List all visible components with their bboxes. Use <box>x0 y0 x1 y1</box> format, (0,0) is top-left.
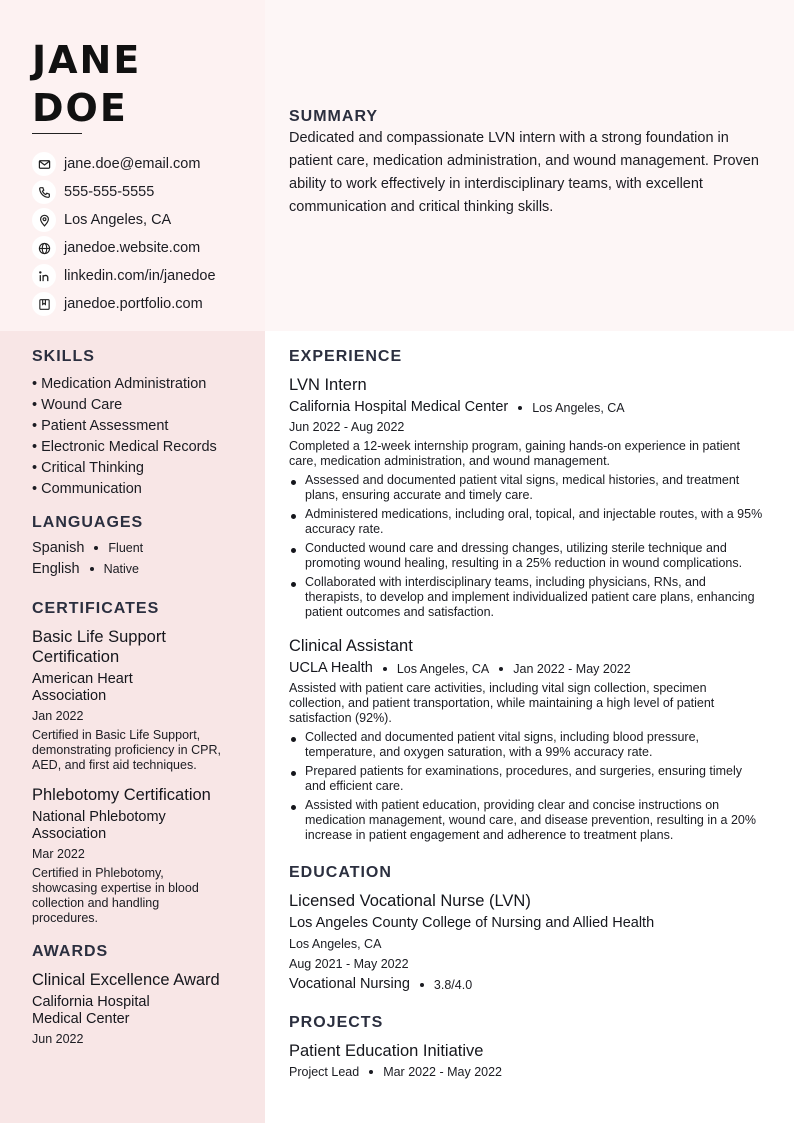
language-name: English <box>32 561 80 577</box>
award-date: Jun 2022 <box>32 1032 84 1046</box>
candidate-name <box>32 36 141 132</box>
contact-portfolio-text: janedoe.portfolio.com <box>64 296 203 312</box>
achievement-item: Prepared patients for examinations, procedures, and surgeries, ensuring timely and efficient care. <box>289 764 764 794</box>
portfolio-icon <box>32 292 56 316</box>
award-name: Clinical Excellence Award <box>32 971 220 989</box>
languages-heading: LANGUAGES <box>32 514 144 531</box>
job-employer: California Hospital Medical Center <box>289 399 509 415</box>
job-achievements <box>289 730 764 847</box>
contact-email[interactable] <box>32 150 216 178</box>
achievement-item: Collected and documented patient vital signs, including blood pressure, temperature, and oxygen saturation, with a 99% accuracy rate. <box>289 730 764 760</box>
contact-linkedin-text: linkedin.com/in/janedoe <box>64 268 216 284</box>
separator-dot <box>90 567 94 571</box>
job-meta <box>289 399 625 416</box>
phone-icon <box>32 180 56 204</box>
linkedin-icon <box>32 264 56 288</box>
separator-dot <box>369 1070 373 1074</box>
separator-dot <box>518 406 522 410</box>
job-dates: Jun 2022 - Aug 2022 <box>289 420 405 434</box>
education-dates: Aug 2021 - May 2022 <box>289 957 409 971</box>
job-location: Los Angeles, CA <box>532 400 625 415</box>
job-dates: Jan 2022 - May 2022 <box>513 661 631 676</box>
certificate-date: Jan 2022 <box>32 709 84 723</box>
certificate-issuer: American Heart Association <box>32 671 133 704</box>
skill-item: • Critical Thinking <box>32 460 144 476</box>
award-issuer: California Hospital Medical Center <box>32 994 150 1027</box>
contact-website[interactable] <box>32 234 216 262</box>
degree: Licensed Vocational Nurse (LVN) <box>289 892 531 910</box>
certificate-description: Certified in Basic Life Support, demonstrating proficiency in CPR, AED, and first aid techniques. <box>32 728 221 772</box>
job-employer: UCLA Health <box>289 660 373 676</box>
awards-heading: AWARDS <box>32 943 109 960</box>
project-name: Patient Education Initiative <box>289 1042 484 1060</box>
language-item <box>32 561 139 577</box>
certificate-issuer: National Phlebotomy Association <box>32 809 166 842</box>
contact-portfolio[interactable] <box>32 290 216 318</box>
contact-phone[interactable] <box>32 178 216 206</box>
achievement-item: Conducted wound care and dressing changes, utilizing sterile technique and promoting wound healing, resulting in a 25% reduction in wound complications. <box>289 541 764 571</box>
skills-heading: SKILLS <box>32 348 95 365</box>
skill-item: • Wound Care <box>32 397 123 413</box>
skill-item: • Communication <box>32 481 142 497</box>
separator-dot <box>420 983 424 987</box>
skills-list <box>32 374 217 500</box>
achievement-item: Collaborated with interdisciplinary teams, including physicians, RNs, and therapists, to develop and implement individualized patient care plans, enhancing patient outcomes and satisfaction. <box>289 575 764 620</box>
job-location: Los Angeles, CA <box>396 661 490 676</box>
experience-heading: EXPERIENCE <box>289 348 403 365</box>
job-description: Completed a 12-week internship program, gaining hands-on experience in patient care, medication administration, and wound management. <box>289 439 740 468</box>
project-meta <box>289 1065 502 1079</box>
contact-email-text: jane.doe@email.com <box>64 156 201 172</box>
language-level: Native <box>103 562 139 576</box>
skill-item: • Electronic Medical Records <box>32 439 217 455</box>
last-name: DOE <box>32 86 128 130</box>
contact-location <box>32 206 216 234</box>
achievement-item: Assisted with patient education, providing clear and concise instructions on medication management, wound care, and disease prevention, resulting in a 20% increase in patient engagement and adherence to treatment plans. <box>289 798 764 843</box>
field-of-study: Vocational Nursing <box>289 976 410 992</box>
contact-website-text: janedoe.website.com <box>64 240 201 256</box>
job-title: LVN Intern <box>289 376 367 394</box>
first-name: JANE <box>32 38 142 82</box>
certificates-heading: CERTIFICATES <box>32 600 160 617</box>
certificate-name: Phlebotomy Certification <box>32 786 211 804</box>
mail-icon <box>32 152 56 176</box>
language-item <box>32 540 143 556</box>
summary-text: Dedicated and compassionate LVN intern with a strong foundation in patient care, medication administration, and wound management. Proven ability to work effectively in interdisciplinary teams, with excellent communication and critical thinking skills. <box>289 130 759 215</box>
location-pin-icon <box>32 208 56 232</box>
name-divider <box>32 133 82 134</box>
education-heading: EDUCATION <box>289 864 392 881</box>
school: Los Angeles County College of Nursing and Allied Health <box>289 915 655 931</box>
certificate-description: Certified in Phlebotomy, showcasing expertise in blood collection and handling procedures. <box>32 866 199 925</box>
separator-dot <box>383 667 387 671</box>
achievement-item: Administered medications, including oral, topical, and injectable routes, with a 95% accuracy rate. <box>289 507 764 537</box>
globe-icon <box>32 236 56 260</box>
job-achievements <box>289 473 764 624</box>
project-dates: Mar 2022 - May 2022 <box>383 1065 502 1079</box>
separator-dot <box>94 546 98 550</box>
projects-heading: PROJECTS <box>289 1014 384 1031</box>
certificate-name: Basic Life Support Certification <box>32 628 166 666</box>
gpa: 3.8/4.0 <box>433 977 473 992</box>
certificate-date: Mar 2022 <box>32 847 85 861</box>
language-level: Fluent <box>108 541 144 555</box>
separator-dot <box>499 667 503 671</box>
job-meta <box>289 660 631 677</box>
contact-list <box>32 150 216 318</box>
skill-item: • Medication Administration <box>32 376 207 392</box>
skill-item: • Patient Assessment <box>32 418 169 434</box>
achievement-item: Assessed and documented patient vital signs, medical histories, and treatment plans, ensuring accurate and timely care. <box>289 473 764 503</box>
contact-location-text: Los Angeles, CA <box>64 212 172 228</box>
language-name: Spanish <box>32 540 85 556</box>
education-meta <box>289 976 472 993</box>
contact-phone-text: 555-555-5555 <box>64 184 155 200</box>
job-title: Clinical Assistant <box>289 637 413 655</box>
contact-linkedin[interactable] <box>32 262 216 290</box>
summary-heading: SUMMARY <box>289 108 379 125</box>
project-role: Project Lead <box>289 1065 360 1079</box>
school-location: Los Angeles, CA <box>289 937 382 951</box>
job-description: Assisted with patient care activities, including vital sign collection, specimen collection, and patient transportation, while maintaining a high level of patient satisfaction (92%). <box>289 681 715 725</box>
